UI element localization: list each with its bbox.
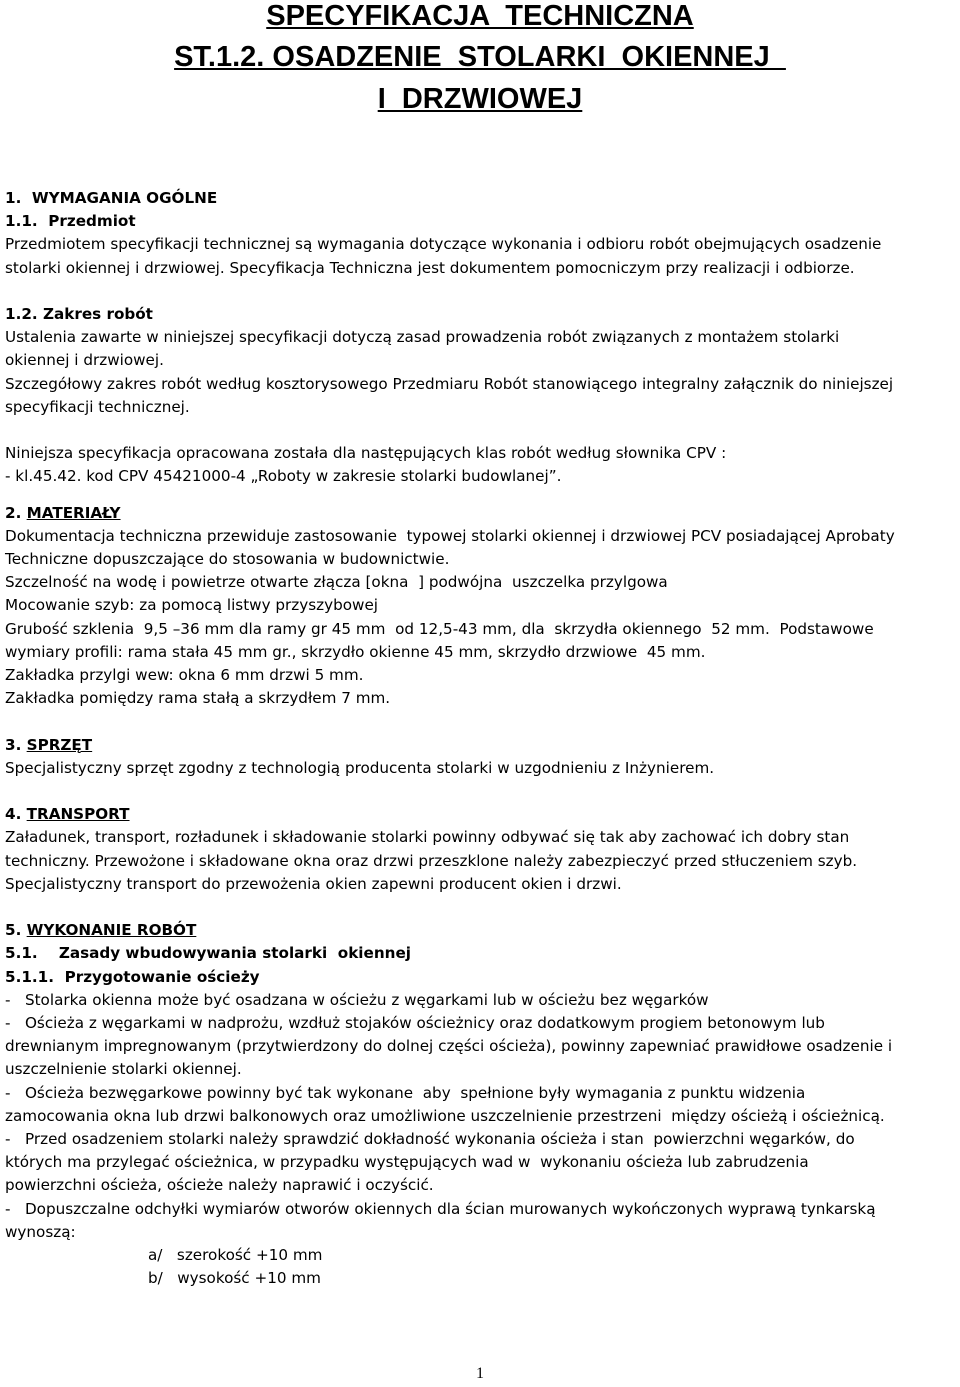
section-5-1-heading: 5.1. Zasady wbudowywania stolarki okiennej bbox=[5, 944, 411, 963]
paragraph-line: wymiary profili: rama stała 45 mm gr., skrzydło okienne 45 mm, skrzydło drzwiowe 45 mm. bbox=[5, 642, 706, 661]
section-4-heading bbox=[5, 803, 957, 826]
paragraph-line: powierzchni ościeża, ościeże należy naprawić i oczyścić. bbox=[5, 1176, 434, 1195]
page-number: 1 bbox=[476, 1365, 484, 1382]
paragraph-line: Załadunek, transport, rozładunek i składowanie stolarki powinny odbywać się tak aby zachować ich dobry stan bbox=[5, 828, 850, 847]
paragraph-line: wynoszą: bbox=[5, 1222, 76, 1241]
section-5-1-1-heading: 5.1.1. Przygotowanie ościeży bbox=[5, 967, 260, 986]
paragraph-line: Niniejsza specyfikacja opracowana została dla następujących klas robót według słownika CPV : bbox=[5, 444, 727, 463]
section-5-heading bbox=[5, 919, 957, 942]
document-subtitle-2: I DRZWIOWEJ bbox=[377, 83, 583, 115]
list-item: - Dopuszczalne odchyłki wymiarów otworów okiennych dla ścian murowanych wykończonych wyprawą tynkarską bbox=[5, 1199, 876, 1218]
paragraph-line: Zakładka pomiędzy rama stałą a skrzydłem 7 mm. bbox=[5, 689, 391, 708]
paragraph-line: Techniczne dopuszczające do stosowania w budownictwie. bbox=[5, 550, 450, 569]
paragraph-line: techniczny. Przewożone i składowane okna oraz drzwi przeszklone należy zabezpieczyć przed stłuczeniem szyb. bbox=[5, 851, 858, 870]
document-title: SPECYFIKACJA TECHNICZNA bbox=[266, 0, 694, 32]
paragraph-line: Przedmiotem specyfikacji technicznej są wymagania dotyczące wykonania i odbioru robót obejmujących osadzenie bbox=[5, 235, 882, 254]
paragraph-line: Ustalenia zawarte w niniejszej specyfikacji dotyczą zasad prowadzenia robót związanych z montażem stolarki bbox=[5, 328, 840, 347]
paragraph-line: Mocowanie szyb: za pomocą listwy przyszybowej bbox=[5, 596, 379, 615]
section-1-heading: 1. WYMAGANIA OGÓLNE bbox=[5, 189, 218, 207]
paragraph-line: Grubość szklenia 9,5 –36 mm dla ramy gr 45 mm od 12,5-43 mm, dla skrzydła okiennego 52 mm. Podstawowe bbox=[5, 619, 874, 638]
paragraph-line: Szczegółowy zakres robót według kosztorysowego Przedmiaru Robót stanowiącego integralny załącznik do niniejszej bbox=[5, 374, 894, 393]
section-2-heading bbox=[5, 502, 957, 525]
section-1-2-number: 1.2. bbox=[5, 305, 38, 323]
paragraph-line: okiennej i drzwiowej. bbox=[5, 351, 164, 370]
paragraph-line: Dokumentacja techniczna przewiduje zastosowanie typowej stolarki okiennej i drzwiowej PCV posiadającej Aprobaty bbox=[5, 526, 895, 545]
tolerance-width: a/ szerokość +10 mm bbox=[148, 1246, 323, 1265]
paragraph-line: drewnianym impregnowanym (przytwierdzony do dolnej części ościeża), powinny zapewniać prawidłowe osadzenie i bbox=[5, 1037, 893, 1056]
section-1-2-title: Zakres robót bbox=[37, 305, 153, 323]
section-1-1-heading: 1.1. Przedmiot bbox=[5, 212, 136, 231]
section-3-title: SPRZĘT bbox=[26, 735, 93, 754]
paragraph-line: zamocowania okna lub drzwi balkonowych oraz umożliwione uszczelnienie przestrzeni między ościeżą i ościeżnicą. bbox=[5, 1106, 885, 1125]
paragraph-line: Szczelność na wodę i powietrze otwarte złącza [okna ] podwójna uszczelka przylgowa bbox=[5, 573, 668, 592]
paragraph-line: uszczelnienie stolarki okiennej. bbox=[5, 1060, 242, 1079]
section-5-title: WYKONANIE ROBÓT bbox=[26, 921, 197, 940]
section-3-heading bbox=[5, 734, 957, 757]
section-3-number: 3. bbox=[5, 735, 22, 754]
section-4-number: 4. bbox=[5, 805, 22, 824]
document-body bbox=[5, 187, 957, 1290]
list-item: - Przed osadzeniem stolarki należy sprawdzić dokładność wykonania ościeża i stan powierzchni węgarków, do bbox=[5, 1130, 855, 1149]
section-5-number: 5. bbox=[5, 921, 22, 940]
list-item: - Ościeża z węgarkami w nadprożu, wzdłuż stojaków ościeżnicy oraz dodatkowym progiem betonowym lub bbox=[5, 1014, 825, 1033]
paragraph-line: Zakładka przylgi wew: okna 6 mm drzwi 5 mm. bbox=[5, 666, 364, 685]
paragraph-line: Specjalistyczny sprzęt zgodny z technologią producenta stolarki w uzgodnieniu z Inżynierem. bbox=[5, 758, 715, 777]
paragraph-line: Specjalistyczny transport do przewożenia okien zapewni producent okien i drzwi. bbox=[5, 874, 622, 893]
document-subtitle: ST.1.2. OSADZENIE STOLARKI OKIENNEJ bbox=[174, 41, 786, 73]
section-2-title: MATERIAŁY bbox=[26, 503, 121, 522]
tolerance-height: b/ wysokość +10 mm bbox=[148, 1269, 321, 1288]
section-1-2-heading bbox=[5, 303, 957, 326]
paragraph-line: stolarki okiennej i drzwiowej. Specyfikacja Techniczna jest dokumentem pomocniczym przy realizacji i odbiorze. bbox=[5, 258, 855, 277]
section-2-number: 2. bbox=[5, 503, 22, 522]
list-item: - Stolarka okienna może być osadzana w ościeżu z węgarkami lub w ościeżu bez węgarków bbox=[5, 990, 709, 1009]
list-item: - Ościeża bezwęgarkowe powinny być tak wykonane aby spełnione były wymagania z punktu widzenia bbox=[5, 1083, 806, 1102]
paragraph-line: - kl.45.42. kod CPV 45421000-4 „Roboty w zakresie stolarki budowlanej”. bbox=[5, 467, 562, 486]
paragraph-line: których ma przylegać ościeżnica, w przypadku występujących wad w wykonaniu ościeża lub zabrudzenia bbox=[5, 1153, 809, 1172]
section-4-title: TRANSPORT bbox=[26, 805, 130, 824]
paragraph-line: specyfikacji technicznej. bbox=[5, 397, 190, 416]
